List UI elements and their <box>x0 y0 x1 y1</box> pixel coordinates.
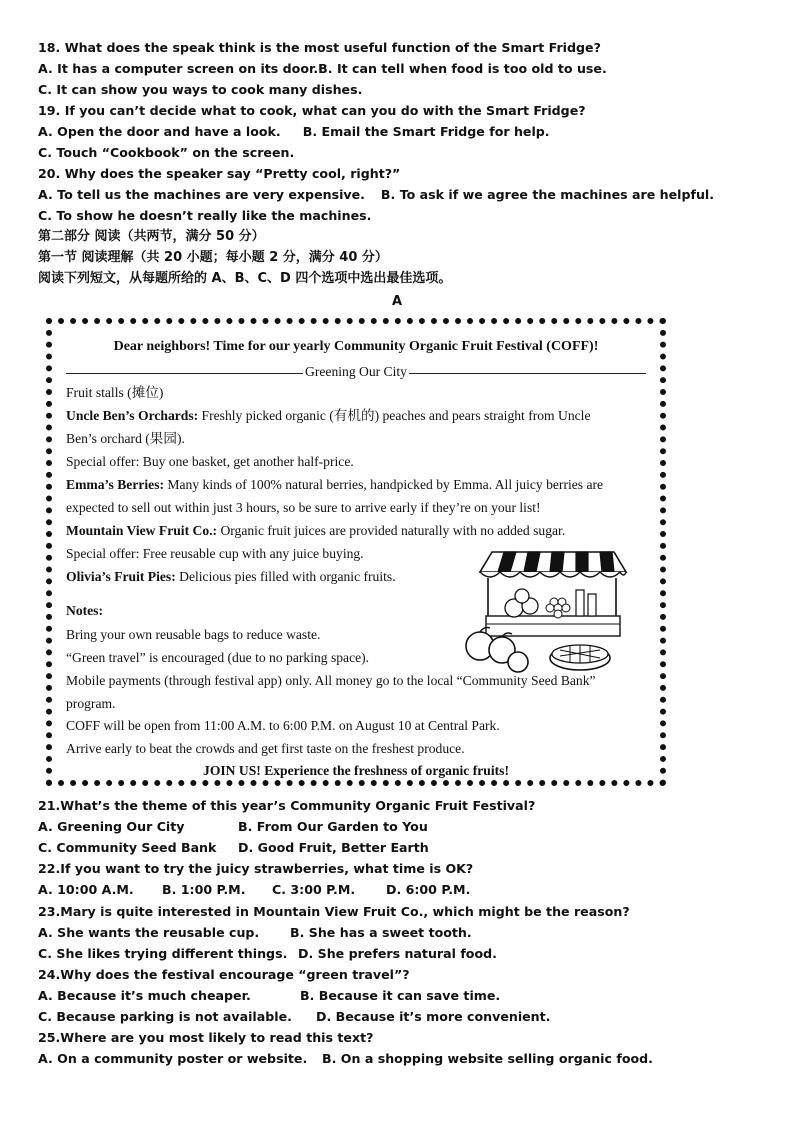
q24-options-ab <box>38 988 500 1004</box>
section-part2-heading: 第二部分 阅读（共两节，满分 50 分） <box>38 229 265 244</box>
q19-option-a: A. Open the door and have a look. <box>38 124 281 139</box>
q20-stem: 20. Why does the speaker say “Pretty cool, right?” <box>38 166 401 181</box>
q23-option-d: D. She prefers natural food. <box>298 946 497 961</box>
poster-subtitle-line <box>66 364 646 382</box>
q23-options-cd <box>38 946 497 962</box>
q24-option-a: A. Because it’s much cheaper. <box>38 988 251 1003</box>
note-5: Arrive early to beat the crowds and get first taste on the freshest produce. <box>66 741 465 756</box>
stall-mv-offer: Special offer: Free reusable cup with any juice buying. <box>66 546 364 561</box>
stall-emma <box>66 476 603 493</box>
festival-poster <box>46 318 666 786</box>
stall-ben-text-2: Ben’s orchard (果园). <box>66 431 185 446</box>
passage-label: A <box>391 294 403 309</box>
stall-mountain-view <box>66 522 565 539</box>
stall-emma-text: Many kinds of 100% natural berries, handpicked by Emma. All juicy berries are <box>164 477 604 492</box>
q24-option-d: D. Because it’s more convenient. <box>316 1009 551 1024</box>
q24-option-b: B. Because it can save time. <box>300 988 501 1003</box>
q24-stem: 24.Why does the festival encourage “green travel”? <box>38 967 410 982</box>
fruit-stall-illustration <box>464 546 639 678</box>
poster-title: Dear neighbors! Time for our yearly Community Organic Fruit Festival (COFF)! <box>113 339 599 354</box>
q23-options-ab <box>38 925 472 941</box>
q20-option-b: B. To ask if we agree the machines are helpful. <box>380 187 715 202</box>
q21-options-ab <box>38 819 428 835</box>
q21-options-cd <box>38 840 429 856</box>
section-instruction: 阅读下列短文，从每题所给的 A、B、C、D 四个选项中选出最佳选项。 <box>38 271 452 286</box>
stall-ben-name: Uncle Ben’s Orchards: <box>66 408 199 423</box>
note-4: COFF will be open from 11:00 A.M. to 6:00 P.M. on August 10 at Central Park. <box>66 718 500 733</box>
stalls-heading: Fruit stalls (摊位) <box>66 385 164 400</box>
stall-mv-text: Organic fruit juices are provided naturally with no added sugar. <box>217 523 566 538</box>
q18-stem: 18. What does the speak think is the most useful function of the Smart Fridge? <box>38 40 601 55</box>
q19-option-b: B. Email the Smart Fridge for help. <box>302 124 550 139</box>
stall-ben <box>66 407 591 424</box>
notes-heading-text: Notes: <box>66 603 103 618</box>
stall-olivia-text: Delicious pies filled with organic fruits. <box>175 569 396 584</box>
poster-subtitle: Greening Our City <box>305 364 407 379</box>
q20-option-c: C. To show he doesn’t really like the machines. <box>38 208 372 223</box>
q18-option-c: C. It can show you ways to cook many dishes. <box>38 82 363 97</box>
stall-olivia <box>66 568 396 585</box>
q25-option-b: B. On a shopping website selling organic food. <box>322 1051 653 1066</box>
stall-olivia-name: Olivia’s Fruit Pies: <box>66 569 176 584</box>
q20-options-ab <box>38 187 714 203</box>
poster-footer: JOIN US! Experience the freshness of organic fruits! <box>203 763 509 778</box>
notes-heading <box>66 602 103 619</box>
note-3-cont: program. <box>66 696 116 711</box>
q23-stem: 23.Mary is quite interested in Mountain View Fruit Co., which might be the reason? <box>38 904 630 919</box>
q21-stem: 21.What’s the theme of this year’s Community Organic Fruit Festival? <box>38 798 536 813</box>
stall-emma-name: Emma’s Berries: <box>66 477 165 492</box>
q24-option-c: C. Because parking is not available. <box>38 1009 292 1024</box>
q19-options-ab <box>38 124 550 140</box>
q25-option-a: A. On a community poster or website. <box>38 1051 308 1066</box>
q20-option-a: A. To tell us the machines are very expensive. <box>38 187 365 202</box>
q21-option-a: A. Greening Our City <box>38 819 185 834</box>
q22-option-b: B. 1:00 P.M. <box>162 882 246 897</box>
q25-options-ab <box>38 1051 653 1067</box>
q19-stem: 19. If you can’t decide what to cook, what can you do with the Smart Fridge? <box>38 103 586 118</box>
note-2: “Green travel” is encouraged (due to no parking space). <box>66 650 370 665</box>
note-1: Bring your own reusable bags to reduce waste. <box>66 627 321 642</box>
q19-option-c: C. Touch “Cookbook” on the screen. <box>38 145 295 160</box>
q21-option-d: D. Good Fruit, Better Earth <box>238 840 429 855</box>
q25-stem: 25.Where are you most likely to read this text? <box>38 1030 374 1045</box>
q22-option-d: D. 6:00 P.M. <box>386 882 471 897</box>
q21-option-b: B. From Our Garden to You <box>238 819 428 834</box>
q23-option-a: A. She wants the reusable cup. <box>38 925 260 940</box>
stall-ben-text: Freshly picked organic (有机的) peaches and pears straight from Uncle <box>198 408 591 423</box>
q22-option-c: C. 3:00 P.M. <box>272 882 356 897</box>
q18-options-ab: A. It has a computer screen on its door.B. It can tell when food is too old to use. <box>38 61 607 76</box>
q22-option-a: A. 10:00 A.M. <box>38 882 134 897</box>
q22-stem: 22.If you want to try the juicy strawberries, what time is OK? <box>38 861 474 876</box>
q23-option-c: C. She likes trying different things. <box>38 946 288 961</box>
stall-emma-text-2: expected to sell out within just 3 hours, so be sure to arrive early if they’re on your list! <box>66 500 541 515</box>
q22-options <box>38 882 470 898</box>
q21-option-c: C. Community Seed Bank <box>38 840 217 855</box>
section-1-heading: 第一节 阅读理解（共 20 小题；每小题 2 分，满分 40 分） <box>38 250 388 265</box>
q23-option-b: B. She has a sweet tooth. <box>290 925 472 940</box>
stall-ben-offer: Special offer: Buy one basket, get another half-price. <box>66 454 354 469</box>
stall-mv-name: Mountain View Fruit Co.: <box>66 523 218 538</box>
q24-options-cd <box>38 1009 550 1025</box>
note-3: Mobile payments (through festival app) only. All money go to the local “Community Seed Bank” <box>66 673 596 688</box>
